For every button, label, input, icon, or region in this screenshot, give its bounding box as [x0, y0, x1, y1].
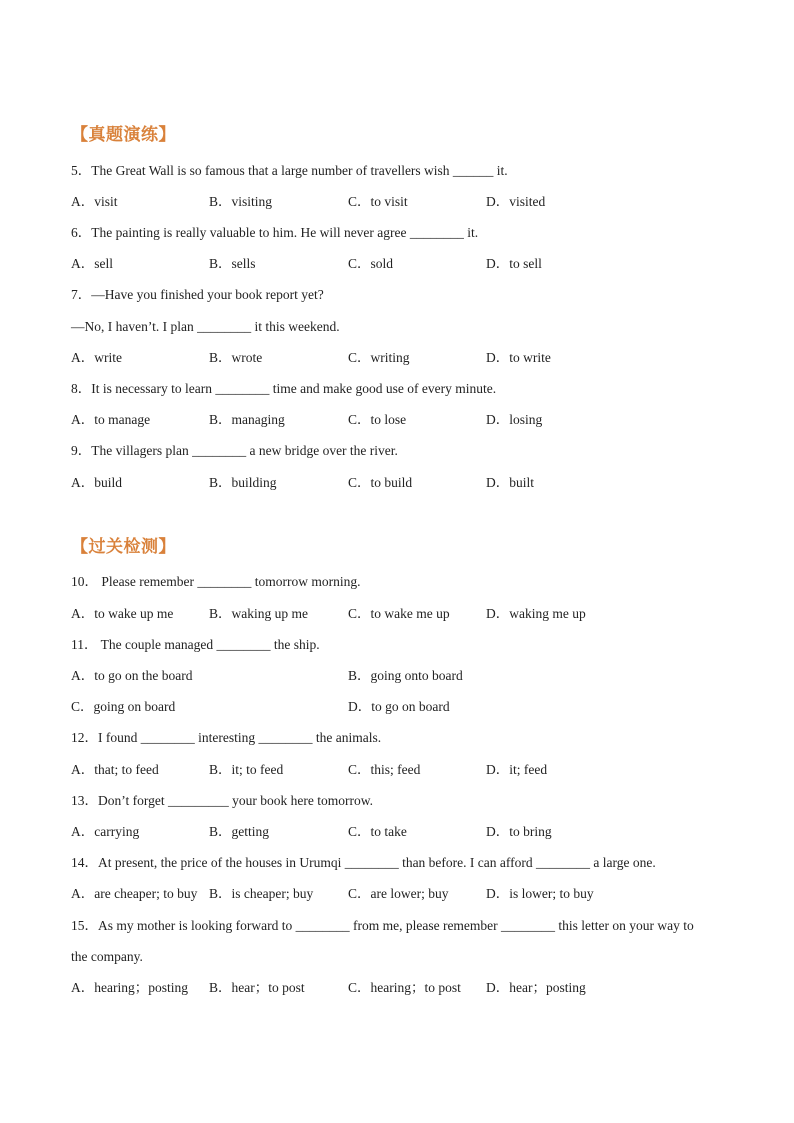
option-a: A．build	[71, 475, 123, 490]
option-d: D．to bring	[486, 824, 552, 839]
question-stem: 12．I found ________ interesting ________ the animals.	[71, 730, 382, 745]
option-c: C．writing	[348, 350, 410, 365]
question-stem-continued: the company.	[71, 949, 143, 964]
question-stem-continued: —No, I haven’t. I plan ________ it this weekend.	[71, 319, 340, 334]
option-b: B．it; to feed	[209, 762, 284, 777]
option-c: C．to visit	[348, 194, 408, 209]
option-b: B．is cheaper; buy	[209, 886, 314, 901]
option-d: D．waking me up	[486, 606, 586, 621]
option-a: A．hearing；posting	[71, 980, 188, 995]
question-stem: 8．It is necessary to learn ________ time and make good use of every minute.	[71, 381, 497, 396]
question-stem: 6．The painting is really valuable to him. He will never agree ________ it.	[71, 225, 479, 240]
option-d: D．it; feed	[486, 762, 548, 777]
option-c: C．sold	[348, 256, 394, 271]
question-stem: 13．Don’t forget _________ your book here tomorrow.	[71, 793, 373, 808]
option-b: B．visiting	[209, 194, 273, 209]
option-c: C．this; feed	[348, 762, 421, 777]
option-b: B．hear；to post	[209, 980, 305, 995]
section-title-practice: 【真题演练】	[71, 125, 176, 145]
option-a: A．to wake up me	[71, 606, 174, 621]
option-a: A．carrying	[71, 824, 140, 839]
option-d: D．built	[486, 475, 535, 490]
option-a: A．visit	[71, 194, 118, 209]
option-c: C．to build	[348, 475, 413, 490]
option-b: B．managing	[209, 412, 285, 427]
option-c: C．to take	[348, 824, 407, 839]
option-d: D．hear；posting	[486, 980, 586, 995]
option-d: D．to sell	[486, 256, 542, 271]
option-b: B．getting	[209, 824, 269, 839]
option-a: A．are cheaper; to buy	[71, 886, 198, 901]
option-b: B．wrote	[209, 350, 263, 365]
option-c: C．going on board	[71, 699, 176, 714]
option-b: B．building	[209, 475, 277, 490]
option-c: C．to wake me up	[348, 606, 450, 621]
option-d: D．to go on board	[348, 699, 450, 714]
option-d: D．is lower; to buy	[486, 886, 594, 901]
option-b: B．going onto board	[348, 668, 463, 683]
option-d: D．losing	[486, 412, 543, 427]
option-c: C．to lose	[348, 412, 407, 427]
question-stem: 5．The Great Wall is so famous that a large number of travellers wish ______ it.	[71, 163, 508, 178]
question-stem: 15．As my mother is looking forward to ________ from me, please remember ________ this letter on your way to	[71, 918, 694, 933]
question-stem: 7．—Have you finished your book report yet?	[71, 287, 324, 302]
option-c: C．are lower; buy	[348, 886, 449, 901]
question-stem: 9．The villagers plan ________ a new bridge over the river.	[71, 443, 398, 458]
option-b: B．sells	[209, 256, 256, 271]
option-a: A．to manage	[71, 412, 151, 427]
option-b: B．waking up me	[209, 606, 308, 621]
question-stem: 10． Please remember ________ tomorrow morning.	[71, 574, 361, 589]
option-a: A．that; to feed	[71, 762, 159, 777]
section-title-check: 【过关检测】	[71, 537, 176, 557]
question-stem: 14．At present, the price of the houses in Urumqi ________ than before. I can afford ________ a large one.	[71, 855, 656, 870]
option-a: A．write	[71, 350, 122, 365]
option-d: D．visited	[486, 194, 546, 209]
option-a: A．sell	[71, 256, 113, 271]
option-c: C．hearing；to post	[348, 980, 461, 995]
option-a: A．to go on the board	[71, 668, 193, 683]
question-stem: 11． The couple managed ________ the ship.	[71, 637, 320, 652]
option-d: D．to write	[486, 350, 551, 365]
